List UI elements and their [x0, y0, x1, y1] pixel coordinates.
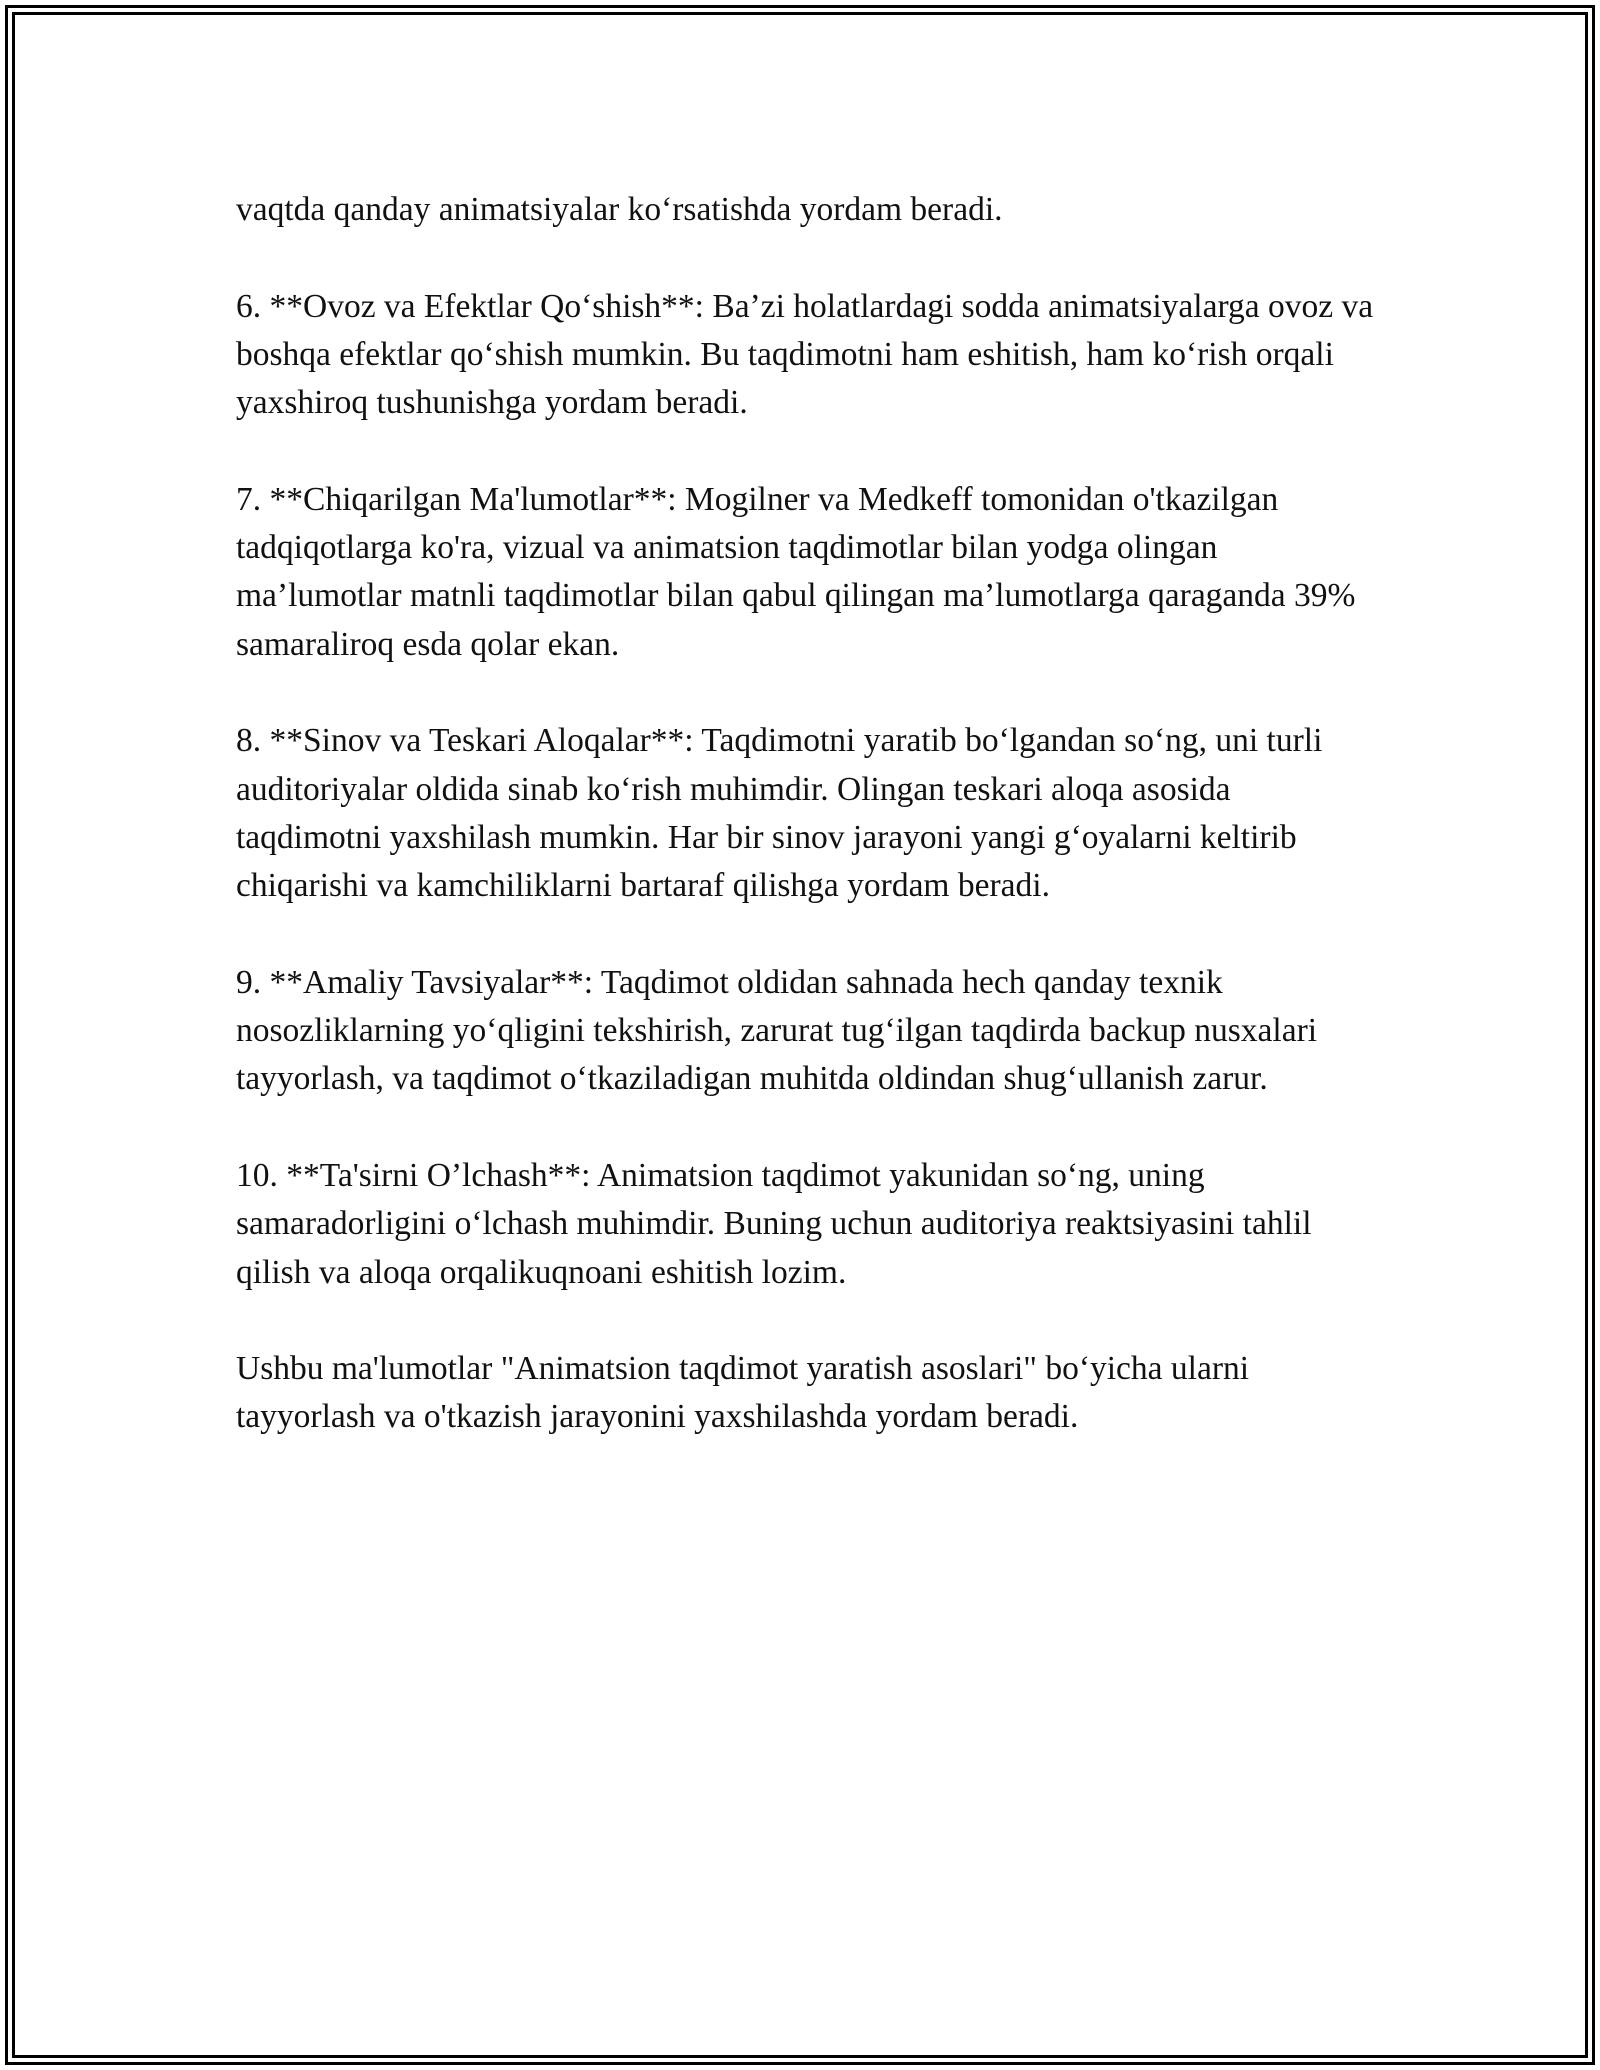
paragraph-item-8: 8. **Sinov va Teskari Aloqalar**: Taqdimotni yaratib bo‘lgandan so‘ng, uni turli auditoriyalar oldida sinab ko‘rish muhimdir. Olingan teskari aloqa asosida taqdimotni yaxshilash mumkin. Har bir sinov jarayoni yangi g‘oyalarni keltirib chiqarishi va kamchiliklarni bartaraf qilishga yordam beradi.: [236, 722, 1323, 905]
paragraph-item-9: 9. **Amaliy Tavsiyalar**: Taqdimot oldidan sahnada hech qanday texnik nosozliklarning yo‘qligini tekshirish, zarurat tug‘ilgan taqdirda backup nusxalari tayyorlash, va taqdimot o‘tkaziladigan muhitda oldindan shug‘ullanish zarur.: [236, 963, 1318, 1098]
document-body: [236, 186, 1376, 1490]
paragraph-item-6: 6. **Ovoz va Efektlar Qo‘shish**: Ba’zi holatlardagi sodda animatsiyalarga ovoz va boshqa efektlar qo‘shish mumkin. Bu taqdimotni ham eshitish, ham ko‘rish orqali yaxshiroq tushunishga yordam beradi.: [236, 287, 1374, 422]
paragraph-continuation: vaqtda qanday animatsiyalar ko‘rsatishda yordam beradi.: [236, 191, 1003, 228]
paragraph-item-7: 7. **Chiqarilgan Ma'lumotlar**: Mogilner va Medkeff tomonidan o'tkazilgan tadqiqotlarga ko'ra, vizual va animatsion taqdimotlar bilan yodga olingan ma’lumotlar matnli taqdimotlar bilan qabul qilingan ma’lumotlarga qaraganda 39% samaraliroq esda qolar ekan.: [236, 480, 1356, 663]
paragraph-item-10: 10. **Ta'sirni O’lchash**: Animatsion taqdimot yakunidan so‘ng, uning samaradorligini o‘lchash muhimdir. Buning uchun auditoriya reaktsiyasini tahlil qilish va aloqa orqalikuqnoani eshitish lozim.: [236, 1156, 1312, 1291]
paragraph-conclusion: Ushbu ma'lumotlar "Animatsion taqdimot yaratish asoslari" bo‘yicha ularni tayyorlash va o'tkazish jarayonini yaxshilashda yordam beradi.: [236, 1350, 1250, 1436]
